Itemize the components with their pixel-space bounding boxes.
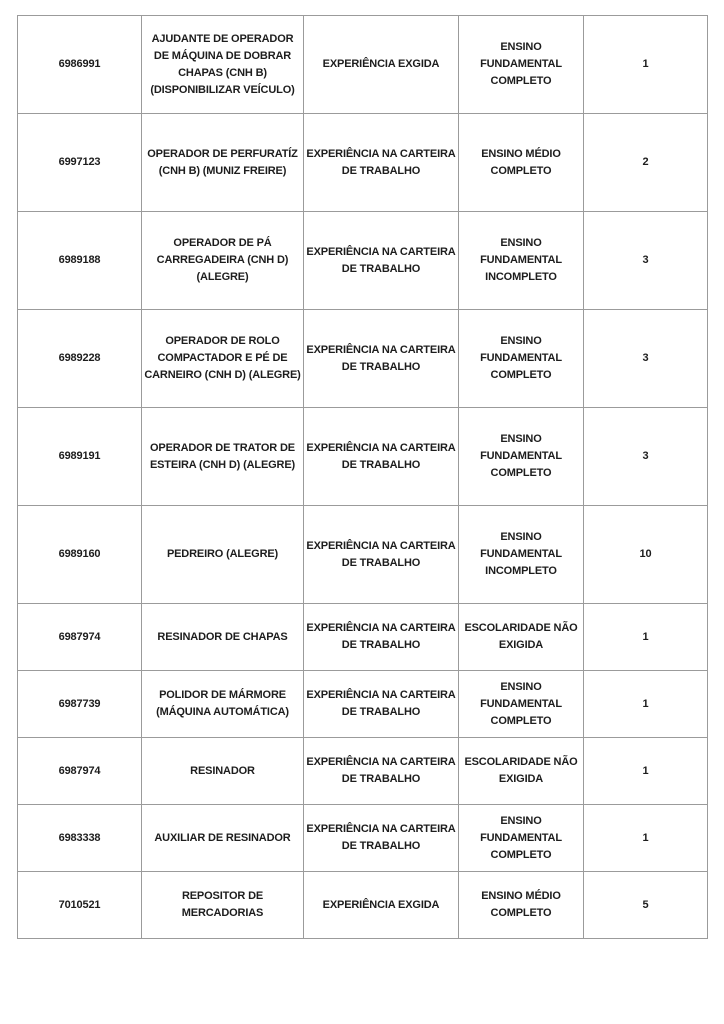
education-cell-line: INCOMPLETO bbox=[485, 271, 557, 283]
job-title-cell-line: RESINADOR DE CHAPAS bbox=[157, 630, 288, 643]
education-cell bbox=[459, 16, 584, 114]
education-cell-line: ENSINO bbox=[500, 531, 542, 543]
job-title-cell-line: (CNH B) (MUNIZ FREIRE) bbox=[158, 164, 287, 177]
education-cell-line: ENSINO MÉDIO bbox=[481, 147, 561, 160]
vacancy-id-cell-line: 6983338 bbox=[58, 831, 101, 844]
table-row bbox=[18, 310, 708, 408]
openings-cell bbox=[584, 212, 708, 310]
job-title-cell-line: CARNEIRO (CNH D) (ALEGRE) bbox=[144, 369, 301, 381]
job-title-cell-line: PEDREIRO (ALEGRE) bbox=[166, 548, 279, 560]
experience-cell-line: EXPERIÊNCIA NA CARTEIRA bbox=[306, 539, 456, 552]
experience-cell-line: DE TRABALHO bbox=[341, 840, 421, 852]
experience-cell-line: DE TRABALHO bbox=[341, 706, 421, 718]
vacancy-id-cell bbox=[18, 604, 142, 671]
education-cell bbox=[459, 604, 584, 671]
experience-cell-line: DE TRABALHO bbox=[341, 164, 421, 177]
openings-cell bbox=[584, 604, 708, 671]
openings-cell-line: 5 bbox=[642, 898, 649, 911]
vacancy-id-cell bbox=[18, 738, 142, 805]
job-title-cell bbox=[142, 738, 304, 805]
experience-cell-line: DE TRABALHO bbox=[341, 773, 421, 785]
experience-cell-line: EXPERIÊNCIA NA CARTEIRA bbox=[306, 689, 456, 701]
experience-cell-line: EXPERIÊNCIA EXGIDA bbox=[322, 898, 440, 911]
experience-cell bbox=[304, 212, 459, 310]
job-title-cell-line: POLIDOR DE MÁRMORE bbox=[159, 689, 286, 701]
education-cell bbox=[459, 506, 584, 604]
openings-cell bbox=[584, 671, 708, 738]
vacancy-id-cell-line: 6989160 bbox=[58, 548, 101, 560]
vacancy-id-cell bbox=[18, 805, 142, 872]
job-title-cell-line: (ALEGRE) bbox=[196, 271, 249, 283]
job-title-cell bbox=[142, 506, 304, 604]
education-cell bbox=[459, 872, 584, 939]
vacancy-id-cell-line: 6987974 bbox=[58, 764, 101, 777]
experience-cell bbox=[304, 872, 459, 939]
education-cell-line: FUNDAMENTAL bbox=[480, 548, 562, 560]
experience-cell bbox=[304, 671, 459, 738]
education-cell-line: COMPLETO bbox=[490, 75, 552, 87]
table-row bbox=[18, 16, 708, 114]
openings-cell-line: 2 bbox=[642, 156, 649, 168]
job-title-cell-line: OPERADOR DE PERFURATÍZ bbox=[147, 147, 298, 160]
vacancy-id-cell bbox=[18, 16, 142, 114]
table-row bbox=[18, 738, 708, 805]
education-cell-line: FUNDAMENTAL bbox=[480, 352, 562, 364]
experience-cell-line: EXPERIÊNCIA NA CARTEIRA bbox=[306, 756, 456, 768]
openings-cell-line: 1 bbox=[642, 831, 649, 844]
vacancy-id-cell-line: 6997123 bbox=[58, 156, 101, 168]
education-cell-line: INCOMPLETO bbox=[485, 565, 557, 577]
education-cell bbox=[459, 212, 584, 310]
experience-cell-line: EXPERIÊNCIA NA CARTEIRA bbox=[306, 147, 456, 160]
openings-cell-line: 1 bbox=[642, 697, 649, 710]
education-cell-line: ENSINO bbox=[500, 680, 542, 693]
openings-cell-line: 3 bbox=[642, 254, 649, 266]
experience-cell-line: EXPERIÊNCIA NA CARTEIRA bbox=[306, 441, 456, 454]
openings-cell bbox=[584, 805, 708, 872]
education-cell-line: COMPLETO bbox=[490, 848, 552, 861]
experience-cell-line: DE TRABALHO bbox=[341, 639, 421, 651]
education-cell-line: COMPLETO bbox=[490, 467, 552, 479]
experience-cell bbox=[304, 16, 459, 114]
education-cell-line: EXIGIDA bbox=[498, 773, 544, 785]
openings-cell-line: 3 bbox=[642, 352, 649, 364]
education-cell-line: ESCOLARIDADE NÃO bbox=[464, 622, 578, 634]
experience-cell bbox=[304, 114, 459, 212]
education-cell-line: ENSINO bbox=[500, 41, 542, 53]
job-title-cell-line: COMPACTADOR E PÉ DE bbox=[157, 352, 288, 364]
job-title-cell-line: AJUDANTE DE OPERADOR bbox=[151, 32, 294, 45]
education-cell-line: ENSINO bbox=[500, 814, 542, 827]
vacancy-id-cell-line: 6989188 bbox=[58, 254, 101, 266]
openings-cell-line: 1 bbox=[642, 630, 649, 643]
education-cell bbox=[459, 738, 584, 805]
experience-cell-line: EXPERIÊNCIA NA CARTEIRA bbox=[306, 245, 456, 258]
education-cell-line: FUNDAMENTAL bbox=[480, 58, 562, 70]
vacancy-id-cell-line: 6987739 bbox=[58, 697, 101, 710]
experience-cell bbox=[304, 506, 459, 604]
table-row bbox=[18, 114, 708, 212]
job-title-cell-line: MERCADORIAS bbox=[181, 907, 264, 919]
vacancy-id-cell bbox=[18, 408, 142, 506]
openings-cell bbox=[584, 872, 708, 939]
job-title-cell-line: RESINADOR bbox=[190, 764, 255, 777]
education-cell-line: ENSINO bbox=[500, 237, 542, 249]
openings-cell bbox=[584, 506, 708, 604]
job-title-cell-line: CHAPAS (CNH B) bbox=[178, 66, 267, 79]
table-row bbox=[18, 212, 708, 310]
education-cell-line: FUNDAMENTAL bbox=[480, 450, 562, 462]
experience-cell-line: EXPERIÊNCIA NA CARTEIRA bbox=[306, 823, 456, 835]
education-cell-line: FUNDAMENTAL bbox=[480, 697, 562, 710]
vacancies-table-body bbox=[18, 16, 708, 939]
table-row bbox=[18, 671, 708, 738]
openings-cell bbox=[584, 310, 708, 408]
job-title-cell bbox=[142, 114, 304, 212]
experience-cell bbox=[304, 738, 459, 805]
experience-cell bbox=[304, 604, 459, 671]
job-title-cell-line: OPERADOR DE TRATOR DE bbox=[150, 441, 295, 454]
openings-cell bbox=[584, 408, 708, 506]
vacancy-id-cell-line: 6986991 bbox=[58, 58, 101, 70]
table-row bbox=[18, 872, 708, 939]
openings-cell bbox=[584, 114, 708, 212]
job-title-cell bbox=[142, 212, 304, 310]
education-cell-line: COMPLETO bbox=[490, 164, 552, 177]
vacancy-id-cell bbox=[18, 114, 142, 212]
education-cell-line: ENSINO bbox=[500, 335, 542, 347]
document-page bbox=[17, 15, 707, 939]
vacancy-id-cell-line: 6989228 bbox=[58, 352, 101, 364]
education-cell-line: COMPLETO bbox=[490, 369, 552, 381]
job-title-cell-line: DE MÁQUINA DE DOBRAR bbox=[153, 49, 292, 62]
job-title-cell-line: (DISPONIBILIZAR VEÍCULO) bbox=[150, 83, 295, 96]
vacancy-id-cell bbox=[18, 212, 142, 310]
education-cell-line: FUNDAMENTAL bbox=[480, 254, 562, 266]
openings-cell-line: 10 bbox=[639, 548, 652, 560]
education-cell-line: EXIGIDA bbox=[498, 639, 544, 651]
job-title-cell-line: OPERADOR DE PÁ bbox=[173, 237, 272, 249]
education-cell bbox=[459, 408, 584, 506]
job-title-cell bbox=[142, 310, 304, 408]
openings-cell bbox=[584, 738, 708, 805]
experience-cell-line: EXPERIÊNCIA NA CARTEIRA bbox=[306, 343, 456, 356]
job-title-cell-line: REPOSITOR DE bbox=[181, 890, 264, 902]
experience-cell-line: EXPERIÊNCIA NA CARTEIRA bbox=[306, 622, 456, 634]
openings-cell-line: 3 bbox=[642, 450, 649, 462]
education-cell-line: FUNDAMENTAL bbox=[480, 831, 562, 844]
openings-cell-line: 1 bbox=[642, 764, 649, 777]
job-title-cell bbox=[142, 408, 304, 506]
education-cell bbox=[459, 114, 584, 212]
job-title-cell bbox=[142, 805, 304, 872]
table-row bbox=[18, 604, 708, 671]
openings-cell bbox=[584, 16, 708, 114]
vacancy-id-cell bbox=[18, 310, 142, 408]
education-cell-line: ENSINO MÉDIO bbox=[481, 890, 561, 902]
vacancy-id-cell-line: 6987974 bbox=[58, 630, 101, 643]
education-cell bbox=[459, 310, 584, 408]
education-cell bbox=[459, 805, 584, 872]
vacancy-id-cell-line: 7010521 bbox=[58, 898, 101, 911]
experience-cell-line: EXPERIÊNCIA EXGIDA bbox=[322, 58, 440, 70]
experience-cell-line: DE TRABALHO bbox=[341, 556, 421, 569]
experience-cell-line: DE TRABALHO bbox=[341, 262, 421, 275]
experience-cell bbox=[304, 408, 459, 506]
experience-cell-line: DE TRABALHO bbox=[341, 458, 421, 471]
education-cell-line: ESCOLARIDADE NÃO bbox=[464, 756, 578, 768]
job-title-cell-line: ESTEIRA (CNH D) (ALEGRE) bbox=[149, 458, 296, 471]
education-cell-line: COMPLETO bbox=[490, 714, 552, 727]
table-row bbox=[18, 506, 708, 604]
vacancy-id-cell bbox=[18, 506, 142, 604]
experience-cell-line: DE TRABALHO bbox=[341, 360, 421, 373]
experience-cell bbox=[304, 310, 459, 408]
job-title-cell-line: CARREGADEIRA (CNH D) bbox=[156, 254, 289, 266]
education-cell bbox=[459, 671, 584, 738]
education-cell-line: ENSINO bbox=[500, 433, 542, 445]
job-title-cell-line: (MÁQUINA AUTOMÁTICA) bbox=[156, 706, 289, 718]
job-title-cell bbox=[142, 671, 304, 738]
job-title-cell-line: AUXILIAR DE RESINADOR bbox=[154, 831, 291, 844]
job-title-cell bbox=[142, 604, 304, 671]
vacancy-id-cell-line: 6989191 bbox=[58, 450, 101, 462]
openings-cell-line: 1 bbox=[642, 58, 649, 70]
job-title-cell-line: OPERADOR DE ROLO bbox=[165, 335, 280, 347]
vacancy-id-cell bbox=[18, 872, 142, 939]
education-cell-line: COMPLETO bbox=[490, 907, 552, 919]
job-title-cell bbox=[142, 872, 304, 939]
table-row bbox=[18, 805, 708, 872]
experience-cell bbox=[304, 805, 459, 872]
table-row bbox=[18, 408, 708, 506]
job-title-cell bbox=[142, 16, 304, 114]
vacancies-table bbox=[17, 15, 708, 939]
vacancy-id-cell bbox=[18, 671, 142, 738]
